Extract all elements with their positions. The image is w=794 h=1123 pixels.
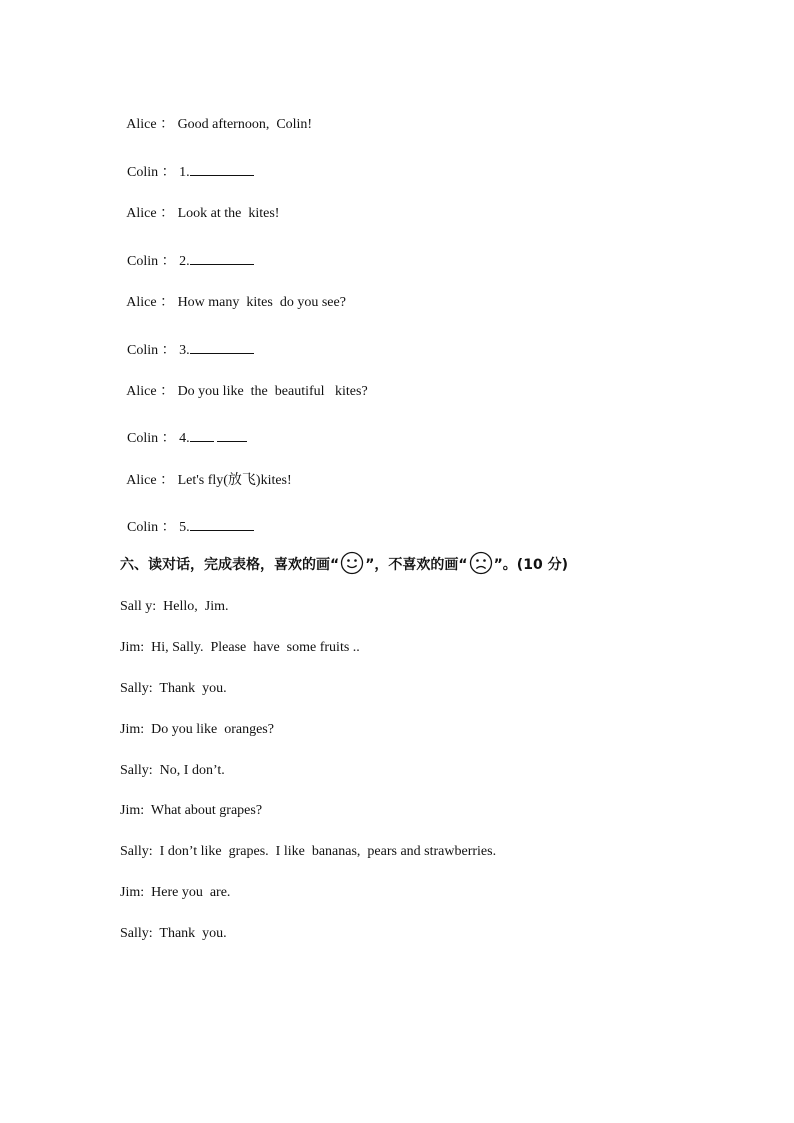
separator: ： bbox=[158, 165, 176, 180]
line-text: Look at the kites! bbox=[177, 206, 280, 221]
line-text: Good afternoon, Colin! bbox=[177, 117, 313, 132]
dialogue-line bbox=[120, 232, 254, 271]
speaker: Alice bbox=[126, 206, 157, 221]
dialogue-line bbox=[120, 409, 247, 448]
dialogue-line bbox=[120, 498, 254, 537]
heading-text: 六、读对话，完成表格，喜欢的画“ bbox=[120, 557, 340, 573]
separator: ： bbox=[156, 206, 175, 221]
dialogue-line: Sally: Thank you. bbox=[120, 926, 227, 941]
answer-blank[interactable] bbox=[190, 427, 214, 442]
dialogue-line bbox=[120, 276, 346, 312]
dialogue-line: Jim: Do you like oranges? bbox=[120, 722, 274, 737]
line-text: How many kites do you see? bbox=[177, 295, 346, 310]
speaker: Alice bbox=[126, 384, 157, 399]
separator: ： bbox=[158, 343, 176, 358]
section-heading bbox=[120, 551, 568, 582]
line-text: 2. bbox=[179, 254, 190, 269]
separator: ： bbox=[156, 117, 175, 132]
separator: ： bbox=[158, 431, 176, 446]
dialogue-line bbox=[120, 365, 368, 401]
separator: ： bbox=[156, 295, 175, 310]
dialogue-line bbox=[120, 454, 292, 490]
dialogue-line: Jim: Here you are. bbox=[120, 885, 231, 900]
separator: ： bbox=[156, 384, 175, 399]
smiley-face-icon bbox=[340, 551, 364, 582]
speaker: Alice bbox=[126, 295, 157, 310]
dialogue-line bbox=[120, 321, 254, 360]
line-text: 1. bbox=[179, 165, 190, 180]
answer-blank[interactable] bbox=[190, 250, 254, 265]
line-text: Let's fly(放飞)kites! bbox=[177, 473, 292, 488]
answer-blank[interactable] bbox=[190, 339, 254, 354]
speaker: Colin bbox=[127, 254, 159, 269]
frowning-face-icon bbox=[469, 551, 493, 582]
line-text: 3. bbox=[179, 343, 190, 358]
dialogue-line: Jim: What about grapes? bbox=[120, 803, 263, 818]
dialogue-line bbox=[120, 143, 254, 182]
heading-text: ”，不喜欢的画“ bbox=[365, 557, 468, 573]
speaker: Alice bbox=[126, 117, 157, 132]
heading-text: ”。(10 分) bbox=[493, 557, 568, 573]
dialogue-line bbox=[120, 187, 279, 223]
dialogue-line: Sally: No, I don’t. bbox=[120, 763, 225, 778]
dialogue-line: Sally: Thank you. bbox=[120, 681, 227, 696]
answer-blank[interactable] bbox=[217, 427, 247, 442]
dialogue-line bbox=[120, 98, 312, 134]
dialogue-line: Jim: Hi, Sally. Please have some fruits .. bbox=[120, 640, 360, 655]
speaker: Colin bbox=[127, 520, 159, 535]
separator: ： bbox=[158, 520, 176, 535]
speaker: Colin bbox=[127, 431, 159, 446]
line-text: 5. bbox=[179, 520, 190, 535]
line-text: 4. bbox=[179, 431, 190, 446]
speaker: Colin bbox=[127, 165, 159, 180]
dialogue-line: Sally: I don’t like grapes. I like bananas, pears and strawberries. bbox=[120, 844, 497, 859]
line-text: Do you like the beautiful kites? bbox=[177, 384, 368, 399]
speaker: Colin bbox=[127, 343, 159, 358]
dialogue-line: Sall y: Hello, Jim. bbox=[120, 599, 229, 614]
separator: ： bbox=[158, 254, 176, 269]
answer-blank[interactable] bbox=[190, 516, 254, 531]
answer-blank[interactable] bbox=[190, 161, 254, 176]
separator: ： bbox=[156, 473, 175, 488]
speaker: Alice bbox=[126, 473, 157, 488]
